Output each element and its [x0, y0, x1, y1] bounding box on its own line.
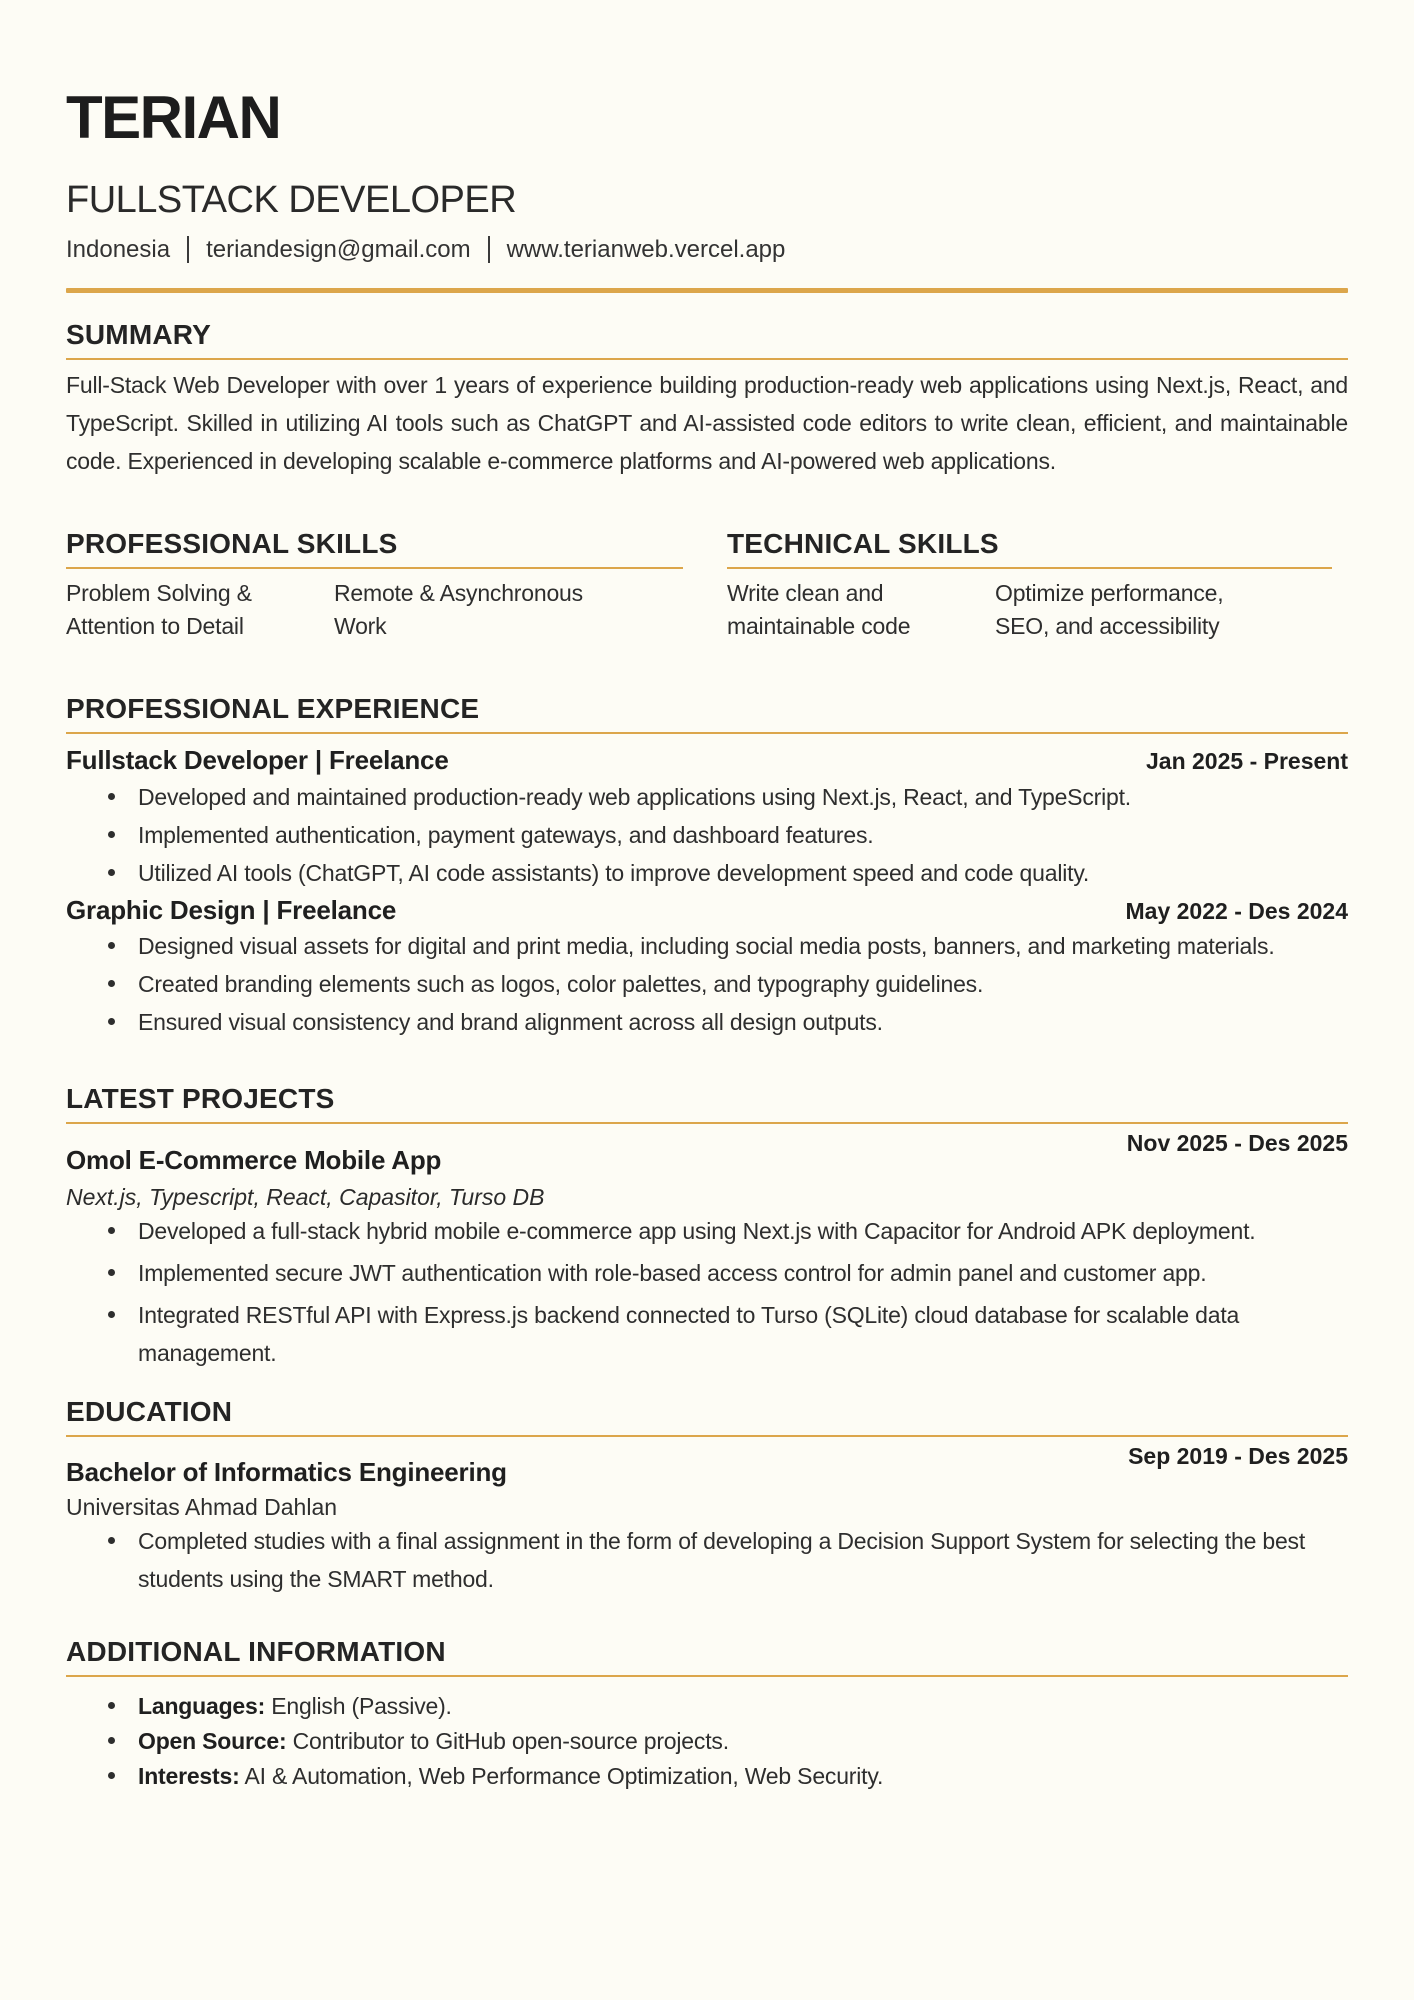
role-subtitle: FULLSTACK DEVELOPER	[66, 179, 517, 221]
job-dates: May 2022 - Des 2024	[1125, 897, 1348, 924]
info-text: English (Passive).	[265, 1693, 452, 1720]
summary-text: Full-Stack Web Developer with over 1 years of experience building production-ready web applications using Next.js, React, and TypeScript. Skilled in utilizing AI tools such as ChatGPT and AI-assisted code editors to write clean, efficient, and maintainable code. Experienced in developing scalable e-commerce platforms and AI-powered web applications.	[66, 371, 1348, 474]
project-title: Omol E-Commerce Mobile App	[66, 1144, 442, 1175]
section-professional-skills	[66, 527, 683, 643]
section-projects	[66, 1085, 1348, 1371]
section-technical-skills	[727, 527, 1332, 643]
education-school: Universitas Ahmad Dahlan	[66, 1494, 338, 1521]
info-text: AI & Automation, Web Performance Optimization, Web Security.	[239, 1763, 884, 1790]
additional-info-heading: ADDITIONAL INFORMATION	[66, 1638, 1348, 1677]
job-header	[66, 744, 1348, 778]
project-dates: Nov 2025 - Des 2025	[1126, 1130, 1348, 1157]
contact-divider	[187, 236, 189, 263]
contact-website-link[interactable]: www.terianweb.vercel.app	[506, 235, 786, 263]
bullet-item: Implemented authentication, payment gateways, and dashboard features.	[66, 816, 1348, 854]
info-label: Interests:	[138, 1763, 240, 1790]
job-bullet-list	[66, 778, 1348, 892]
bullet-item	[66, 1724, 1348, 1759]
skill-item: Write clean and maintainable code	[727, 579, 911, 639]
education-degree: Bachelor of Informatics Engineering	[66, 1457, 507, 1488]
bullet-item: Developed a full-stack hybrid mobile e-commerce app using Next.js with Capacitor for Android APK deployment.	[66, 1212, 1348, 1250]
job-dates: Jan 2025 - Present	[1145, 747, 1348, 774]
bullet-item: Utilized AI tools (ChatGPT, AI code assistants) to improve development speed and code quality.	[66, 854, 1348, 892]
bullet-item	[66, 1759, 1348, 1794]
skills-columns	[66, 527, 1348, 643]
technical-skills-list	[727, 577, 1332, 643]
experience-heading: PROFESSIONAL EXPERIENCE	[66, 695, 1348, 734]
name-heading: TERIAN	[66, 84, 281, 151]
education-bullet-list	[66, 1522, 1348, 1598]
section-additional-info	[66, 1638, 1348, 1794]
contact-location: Indonesia	[66, 235, 171, 263]
section-education	[66, 1395, 1348, 1598]
contact-email-link[interactable]: teriandesign@gmail.com	[206, 235, 471, 263]
job-bullet-list	[66, 927, 1348, 1041]
job-title: Graphic Design | Freelance	[66, 894, 397, 925]
bullet-item: Developed and maintained production-ready web applications using Next.js, React, and TypeScript.	[66, 778, 1348, 816]
section-experience	[66, 692, 1348, 1042]
technical-skills-heading: TECHNICAL SKILLS	[727, 530, 1332, 569]
bullet-item: Designed visual assets for digital and print media, including social media posts, banners, and marketing materials.	[66, 927, 1348, 965]
project-bullet-list	[66, 1212, 1348, 1372]
bullet-item: Created branding elements such as logos, color palettes, and typography guidelines.	[66, 965, 1348, 1003]
job-header	[66, 894, 1348, 928]
additional-info-list	[66, 1689, 1348, 1794]
education-dates: Sep 2019 - Des 2025	[1128, 1442, 1348, 1469]
skill-item: Remote & Asynchronous Work	[334, 579, 583, 639]
contact-line	[66, 234, 1348, 265]
section-summary	[66, 318, 1348, 480]
resume-header	[66, 84, 1348, 293]
info-text: Contributor to GitHub open-source projects.	[286, 1728, 729, 1755]
info-label: Open Source:	[138, 1728, 287, 1755]
projects-heading: LATEST PROJECTS	[66, 1085, 1348, 1124]
professional-skills-list	[66, 577, 683, 643]
header-divider	[66, 288, 1348, 293]
job-title: Fullstack Developer | Freelance	[66, 744, 449, 775]
info-label: Languages:	[138, 1693, 266, 1720]
skill-item: Optimize performance, SEO, and accessibility	[995, 579, 1224, 639]
skill-item: Problem Solving & Attention to Detail	[66, 579, 252, 639]
bullet-item: Ensured visual consistency and brand alignment across all design outputs.	[66, 1003, 1348, 1041]
contact-divider	[488, 236, 490, 263]
education-heading: EDUCATION	[66, 1398, 1348, 1437]
summary-heading: SUMMARY	[66, 321, 1348, 360]
bullet-item: Completed studies with a final assignment in the form of developing a Decision Support System for selecting the best students using the SMART method.	[66, 1522, 1348, 1598]
professional-skills-heading: PROFESSIONAL SKILLS	[66, 530, 683, 569]
bullet-item	[66, 1689, 1348, 1724]
project-tech-stack: Next.js, Typescript, React, Capasitor, Turso DB	[66, 1183, 545, 1210]
bullet-item: Integrated RESTful API with Express.js backend connected to Turso (SQLite) cloud database for scalable data management.	[66, 1296, 1348, 1372]
bullet-item: Implemented secure JWT authentication with role-based access control for admin panel and customer app.	[66, 1254, 1348, 1292]
